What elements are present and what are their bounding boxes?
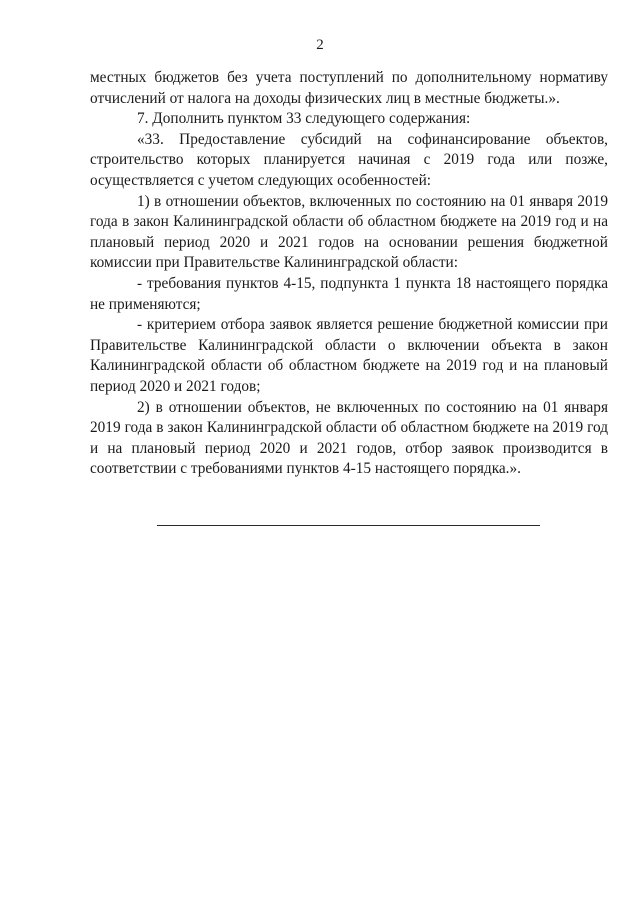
paragraph-item-7: 7. Дополнить пунктом 33 следующего содержания: [137, 110, 471, 128]
closing-divider-line [157, 525, 540, 526]
page-number: 2 [316, 37, 324, 53]
paragraph-subclause-2: 2) в отношении объектов, не включенных по состоянию на 01 января 2019 года в закон Калининградской области об областном бюджете на 2019 год и на плановый период 2020 и 2021 годов, отбор заявок производится в соответствии с требованиями пунктов 4-15 настоящего порядка.». [90, 398, 608, 478]
paragraph-subclause-1: 1) в отношении объектов, включенных по состоянию на 01 января 2019 года в закон Калининградской области об областном бюджете на 2019 год и на плановый период 2020 и 2021 годов на основании решения бюджетной комиссии при Правительстве Калининградской области: [90, 192, 608, 272]
paragraph-continuation: местных бюджетов без учета поступлений по дополнительному нормативу отчислений от налога на доходы физических лиц в местные бюджеты.». [90, 69, 608, 107]
paragraph-clause-33: «33. Предоставление субсидий на софинансирование объектов, строительство которых планируется начиная с 2019 года или позже, осуществляется с учетом следующих особенностей: [90, 130, 608, 189]
paragraph-dash-criterion: - критерием отбора заявок является решение бюджетной комиссии при Правительстве Калининградской области о включении объекта в закон Калининградской области об областном бюджете на 2019 год и на плановый период 2020 и 2021 годов; [90, 316, 608, 395]
paragraph-dash-requirements: - требования пунктов 4-15, подпункта 1 пункта 18 настоящего порядка не применяются; [90, 274, 608, 313]
document-body [90, 68, 608, 480]
